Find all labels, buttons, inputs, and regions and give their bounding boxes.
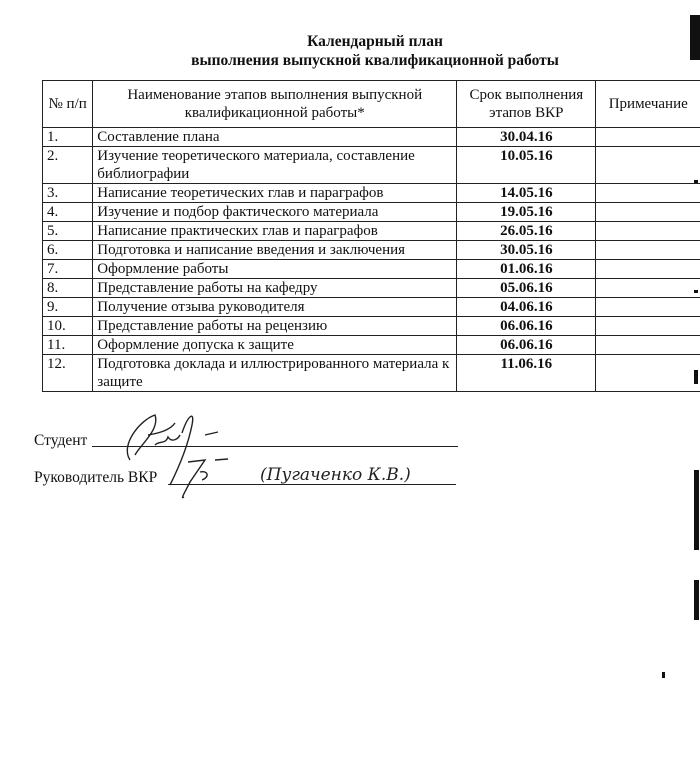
row-number: 5. [43,222,93,241]
due-date: 26.05.16 [457,222,596,241]
row-number: 9. [43,298,93,317]
stage-name: Составление плана [93,128,457,147]
note-cell [596,147,700,184]
header-name: Наименование этапов выполнения выпускной квалификационной работы* [93,81,457,128]
scan-speck [662,672,665,678]
stage-name: Изучение теоретического материала, составление библиографии [93,147,457,184]
document-title: Календарный план [307,33,443,50]
row-number: 12. [43,355,93,392]
supervisor-label: Руководитель ВКР [34,469,158,486]
note-cell [596,241,700,260]
header-date: Срок выполнения этапов ВКР [457,81,596,128]
supervisor-signature [170,452,460,502]
due-date: 04.06.16 [457,298,596,317]
due-date: 14.05.16 [457,184,596,203]
row-number: 11. [43,336,93,355]
stage-name: Представление работы на рецензию [93,317,457,336]
scan-edge-mark [694,580,699,620]
table-row [43,298,700,317]
row-number: 4. [43,203,93,222]
row-number: 10. [43,317,93,336]
row-number: 1. [43,128,93,147]
note-cell [596,222,700,241]
note-cell [596,260,700,279]
stage-name: Изучение и подбор фактического материала [93,203,457,222]
due-date: 01.06.16 [457,260,596,279]
stage-name: Подготовка и написание введения и заключения [93,241,457,260]
table-row [43,336,700,355]
note-cell [596,317,700,336]
stage-name: Оформление допуска к защите [93,336,457,355]
table-row [43,279,700,298]
due-date: 30.05.16 [457,241,596,260]
note-cell [596,128,700,147]
schedule-table [42,80,700,392]
document-subtitle: выполнения выпускной квалификационной работы [191,52,559,69]
due-date: 19.05.16 [457,203,596,222]
note-cell [596,203,700,222]
supervisor-handwritten-name: (Пугаченко К.В.) [260,465,411,485]
due-date: 06.06.16 [457,317,596,336]
table-row [43,355,700,392]
scan-edge-mark [694,290,698,293]
stage-name: Написание теоретических глав и параграфов [93,184,457,203]
row-number: 7. [43,260,93,279]
due-date: 11.06.16 [457,355,596,392]
table-row [43,317,700,336]
row-number: 6. [43,241,93,260]
row-number: 2. [43,147,93,184]
table-row [43,222,700,241]
student-label: Студент [34,432,88,449]
row-number: 3. [43,184,93,203]
scan-edge-mark [694,470,699,550]
table-row [43,147,700,184]
stage-name: Представление работы на кафедру [93,279,457,298]
due-date: 30.04.16 [457,128,596,147]
stage-name: Подготовка доклада и иллюстрированного материала к защите [93,355,457,392]
table-row [43,241,700,260]
due-date: 10.05.16 [457,147,596,184]
due-date: 05.06.16 [457,279,596,298]
stage-name: Получение отзыва руководителя [93,298,457,317]
note-cell [596,298,700,317]
stage-name: Написание практических глав и параграфов [93,222,457,241]
note-cell [596,355,700,392]
header-note: Примечание [596,81,700,128]
scan-edge-mark [694,180,698,183]
table-row [43,184,700,203]
note-cell [596,336,700,355]
row-number: 8. [43,279,93,298]
table-row [43,203,700,222]
header-num: № п/п [43,81,93,128]
note-cell [596,279,700,298]
table-row [43,128,700,147]
stage-name: Оформление работы [93,260,457,279]
due-date: 06.06.16 [457,336,596,355]
scan-edge-mark [690,15,700,60]
table-row [43,260,700,279]
table-header-row [43,81,700,128]
note-cell [596,184,700,203]
scan-edge-mark [694,370,698,384]
